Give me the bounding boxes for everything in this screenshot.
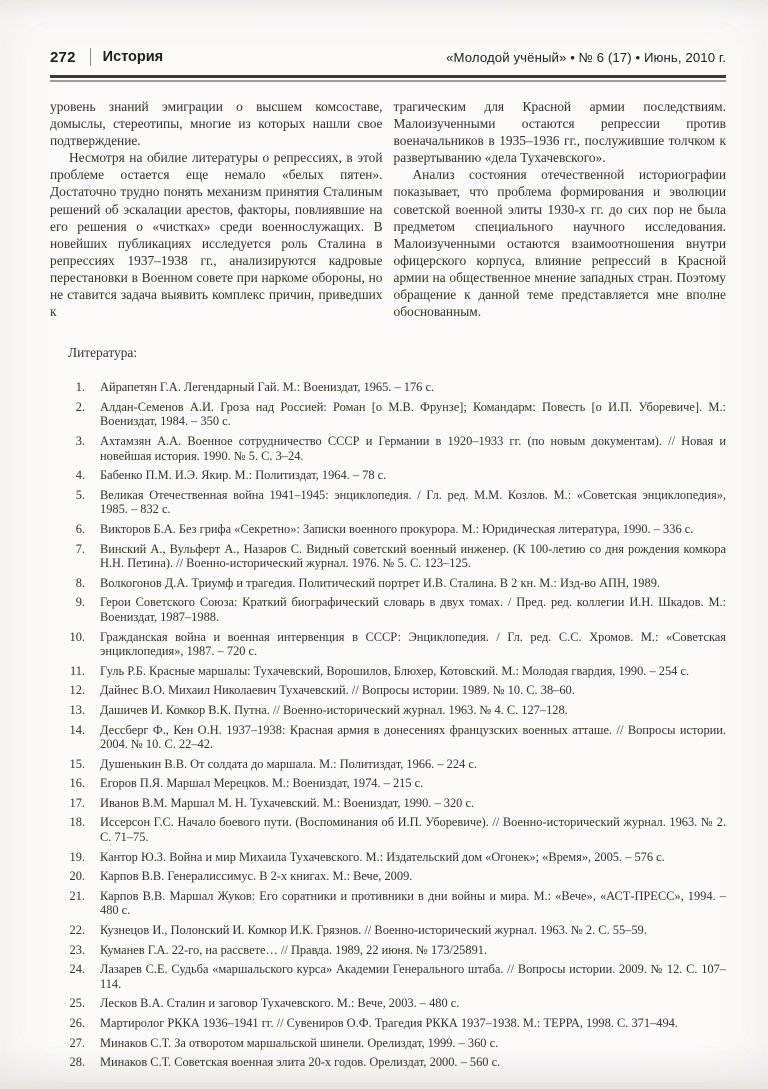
literature-item-number: 18. bbox=[69, 815, 85, 830]
literature-item-text: Волкогонов Д.А. Триумф и трагедия. Политический портрет И.В. Сталина. В 2 кн. М.: Изд-во АПН, 1989. bbox=[100, 575, 660, 590]
literature-item-text: Викторов Б.А. Без грифа «Секретно»: Записки военного прокурора. М.: Юридическая литература, 1990. – 336 с. bbox=[100, 521, 694, 536]
literature-item-number: 16. bbox=[69, 776, 85, 791]
literature-item-text: Дашичев И. Комкор В.К. Путна. // Военно-исторический журнал. 1963. № 4. С. 127–128. bbox=[100, 702, 568, 717]
literature-item-number: 7. bbox=[75, 541, 85, 556]
literature-item-number: 25. bbox=[69, 996, 85, 1011]
literature-item bbox=[50, 1036, 726, 1051]
left-column bbox=[50, 98, 383, 320]
literature-item bbox=[50, 996, 726, 1011]
literature-item bbox=[50, 468, 726, 483]
literature-item-text: Бабенко П.М. И.Э. Якир. М.: Политиздат, 1964. – 78 с. bbox=[100, 468, 387, 483]
literature-item bbox=[50, 576, 726, 591]
literature-item bbox=[50, 889, 726, 918]
section-title: История bbox=[102, 49, 164, 65]
literature-item-text: Кузнецов И., Полонский И. Комкор И.К. Грязнов. // Военно-исторический журнал. 1963. № 2. С. 55–59. bbox=[100, 923, 647, 938]
literature-item-text: Алдан-Семенов А.И. Гроза над Россией: Роман [о М.В. Фрунзе]; Командарм: Повесть [о И.П. Уборевиче]. М.: Воениздат, 1984. – 350 с. bbox=[100, 399, 726, 429]
page-header bbox=[50, 48, 726, 66]
literature-item-number: 9. bbox=[75, 595, 85, 610]
literature-item-number: 13. bbox=[69, 702, 85, 717]
literature-item bbox=[50, 776, 726, 791]
literature-item bbox=[50, 1055, 726, 1070]
literature-item-number: 1. bbox=[75, 380, 85, 395]
literature-item bbox=[50, 630, 726, 659]
header-left bbox=[50, 48, 163, 66]
body-paragraph: трагическим для Красной армии последствиям. Малоизученными остаются репрессии против военачальников в 1935–1936 гг., послужившие толчком к развертыванию «дела Тухачевского». bbox=[393, 99, 726, 166]
literature-item-text: Ахтамзян А.А. Военное сотрудничество СССР и Германии в 1920–1933 гг. (по новым документам). // Новая и новейшая история. 1990. № 5. С. 3–24. bbox=[100, 434, 726, 463]
literature-item-text: Дайнес В.О. Михаил Николаевич Тухачевский. // Вопросы истории. 1989. № 10. С. 38–60. bbox=[100, 683, 575, 698]
literature-item-text: Гражданская война и военная интервенция в СССР: Энциклопедия. / Гл. ред. С.С. Хромов. М.: «Советская энциклопедия», 1987. – 720 с. bbox=[100, 629, 726, 659]
literature-item-text: Егоров П.Я. Маршал Мерецков. М.: Воениздат, 1974. – 215 с. bbox=[100, 776, 424, 791]
literature-item-number: 3. bbox=[75, 434, 85, 448]
literature-item-number: 12. bbox=[69, 683, 85, 698]
literature-item-number: 24. bbox=[69, 962, 85, 977]
header-divider bbox=[90, 48, 91, 66]
header-rule bbox=[50, 75, 726, 82]
literature-item-number: 21. bbox=[69, 888, 85, 903]
literature-item-text: Великая Отечественная война 1941–1945: энциклопедия. / Гл. ред. М.М. Козлов. М.: «Советская энциклопедия», 1985. – 832 с. bbox=[100, 487, 726, 517]
literature-item-text: Айрапетян Г.А. Легендарный Гай. М.: Воениздат, 1965. – 176 с. bbox=[100, 380, 435, 395]
literature-item bbox=[50, 434, 726, 463]
literature-item bbox=[50, 757, 726, 772]
literature-item-number: 2. bbox=[75, 399, 85, 414]
literature-item-text: Карпов В.В. Генералиссимус. В 2-х книгах. М.: Вече, 2009. bbox=[100, 869, 413, 884]
header-rule-bottom bbox=[50, 80, 726, 82]
article-body bbox=[50, 98, 726, 320]
literature-item-number: 15. bbox=[69, 756, 85, 771]
literature-item-number: 17. bbox=[69, 795, 85, 810]
literature-item bbox=[50, 850, 726, 865]
literature-item bbox=[50, 703, 726, 718]
literature-item-number: 11. bbox=[69, 663, 85, 678]
literature-item bbox=[50, 723, 726, 752]
header-rule-top bbox=[50, 75, 726, 78]
literature-item-number: 19. bbox=[69, 849, 85, 864]
body-paragraph: Несмотря на обилие литературы о репрессиях, в этой проблеме остается еще немало «белых пятен». Достаточно трудно понять механизм принятия Сталиным решений об эскалации арестов, факторы, повлиявшие на его решения о «чистках» среди военнослужащих. В новейших публикациях исследуется роль Сталина в репрессиях 1937–1938 гг., анализируются кадровые перестановки в Военном совете при наркоме обороны, но не ставится задача выявить комплекс причин, приведших к bbox=[50, 150, 383, 320]
literature-item-number: 22. bbox=[69, 923, 85, 938]
literature-item-text: Мартиролог РККА 1936–1941 гг. // Сувениров О.Ф. Трагедия РККА 1937–1938. М.: ТЕРРА, 1998. С. 371–494. bbox=[100, 1016, 678, 1030]
page-number: 272 bbox=[50, 48, 76, 66]
literature-item-number: 8. bbox=[75, 575, 85, 590]
literature-item bbox=[50, 542, 726, 571]
literature-item-number: 6. bbox=[75, 521, 85, 536]
literature-heading: Литература: bbox=[68, 345, 138, 361]
literature-item-text: Минаков С.Т. Советская военная элита 20-х годов. Орелиздат, 2000. – 560 с. bbox=[100, 1055, 501, 1070]
literature-item-text: Иссерсон Г.С. Начало боевого пути. (Воспоминания об И.П. Уборевиче). // Военно-исторический журнал. 1963. № 2. С. 71–75. bbox=[100, 815, 726, 845]
literature-item-text: Гуль Р.Б. Красные маршалы: Тухачевский, Ворошилов, Блюхер, Котовский. М.: Молодая гвардия, 1990. – 254 с. bbox=[100, 663, 690, 678]
body-paragraph: Анализ состояния отечественной историографии показывает, что проблема формирования и эволюции советской военной элиты 1930-х гг. до сих пор не была предметом специального научного исследования. Малоизученными остаются взаимоотношения внутри офицерского корпуса, влияние репрессий в Красной армии на общественное мнение западных стран. Поэтому обращение к данной теме представляется мне вполне обоснованным. bbox=[393, 167, 726, 320]
literature-item-number: 23. bbox=[69, 942, 85, 957]
literature-item-text: Лесков В.А. Сталин и заговор Тухачевского. М.: Вече, 2003. – 480 с. bbox=[100, 996, 460, 1011]
literature-item-text: Минаков С.Т. За отворотом маршальской шинели. Орелиздат, 1999. – 360 с. bbox=[100, 1035, 499, 1050]
literature-item-number: 27. bbox=[69, 1035, 85, 1050]
literature-item bbox=[50, 683, 726, 698]
literature-item-number: 20. bbox=[69, 869, 85, 884]
literature-item bbox=[50, 664, 726, 679]
literature-item bbox=[50, 923, 726, 938]
literature-item bbox=[50, 595, 726, 624]
literature-item-text: Дессберг Ф., Кен О.Н. 1937–1938: Красная армия в донесениях французских военных атташе. // Вопросы истории. 2004. № 10. С. 22–42. bbox=[100, 722, 726, 752]
literature-item-number: 4. bbox=[75, 468, 85, 483]
body-paragraph: уровень знаний эмиграции о высшем комсоставе, домыслы, стереотипы, многие из которых нашли свое подтверждение. bbox=[50, 99, 383, 149]
literature-item-number: 5. bbox=[75, 487, 85, 502]
literature-item-text: Иванов В.М. Маршал М. Н. Тухачевский. М.: Воениздат, 1990. – 320 с. bbox=[100, 795, 475, 810]
literature-item bbox=[50, 522, 726, 537]
literature-item-text: Герои Советского Союза: Краткий биографический словарь в двух томах. / Пред. ред. коллегии И.Н. Шкадов. М.: Воениздат, 1987–1988. bbox=[100, 595, 726, 624]
literature-item bbox=[50, 962, 726, 991]
literature-item bbox=[50, 400, 726, 429]
literature-list bbox=[50, 380, 726, 1070]
literature-item bbox=[50, 943, 726, 958]
literature-item-text: Лазарев С.Е. Судьба «маршальского курса» Академии Генерального штаба. // Вопросы истории. 2009. № 12. С. 107–114. bbox=[100, 962, 726, 991]
literature-item-number: 28. bbox=[69, 1055, 85, 1070]
journal-issue-info: «Молодой учёный» • № 6 (17) • Июнь, 2010 г. bbox=[446, 49, 726, 65]
literature-item-number: 10. bbox=[69, 629, 85, 644]
literature-item-text: Душенькин В.В. От солдата до маршала. М.: Политиздат, 1966. – 224 с. bbox=[100, 756, 477, 771]
literature-item-text: Куманев Г.А. 22-го, на рассвете… // Правда. 1989, 22 июня. № 173/25891. bbox=[100, 942, 488, 957]
literature-item-number: 26. bbox=[69, 1016, 85, 1030]
literature-item bbox=[50, 796, 726, 811]
literature-item-text: Кантор Ю.З. Война и мир Михаила Тухачевского. М.: Издательский дом «Огонек»; «Время», 2005. – 576 с. bbox=[100, 849, 665, 864]
literature-item bbox=[50, 1016, 726, 1031]
literature-item bbox=[50, 488, 726, 517]
literature-item bbox=[50, 869, 726, 884]
literature-item bbox=[50, 380, 726, 395]
page-content bbox=[50, 48, 726, 1075]
literature-item-text: Винский А., Вульферт А., Назаров С. Видный советский военный инженер. (К 100-летию со дня рождения комкора Н.Н. Петина). // Военно-исторический журнал. 1976. № 5. С. 123–125. bbox=[100, 541, 726, 571]
literature-item-number: 14. bbox=[69, 722, 85, 737]
literature-item bbox=[50, 815, 726, 844]
right-column bbox=[394, 98, 727, 320]
literature-item-text: Карпов В.В. Маршал Жуков: Его соратники и противники в дни войны и мира. М.: «Вече», «АСТ-ПРЕСС», 1994. – 480 с. bbox=[100, 888, 726, 918]
